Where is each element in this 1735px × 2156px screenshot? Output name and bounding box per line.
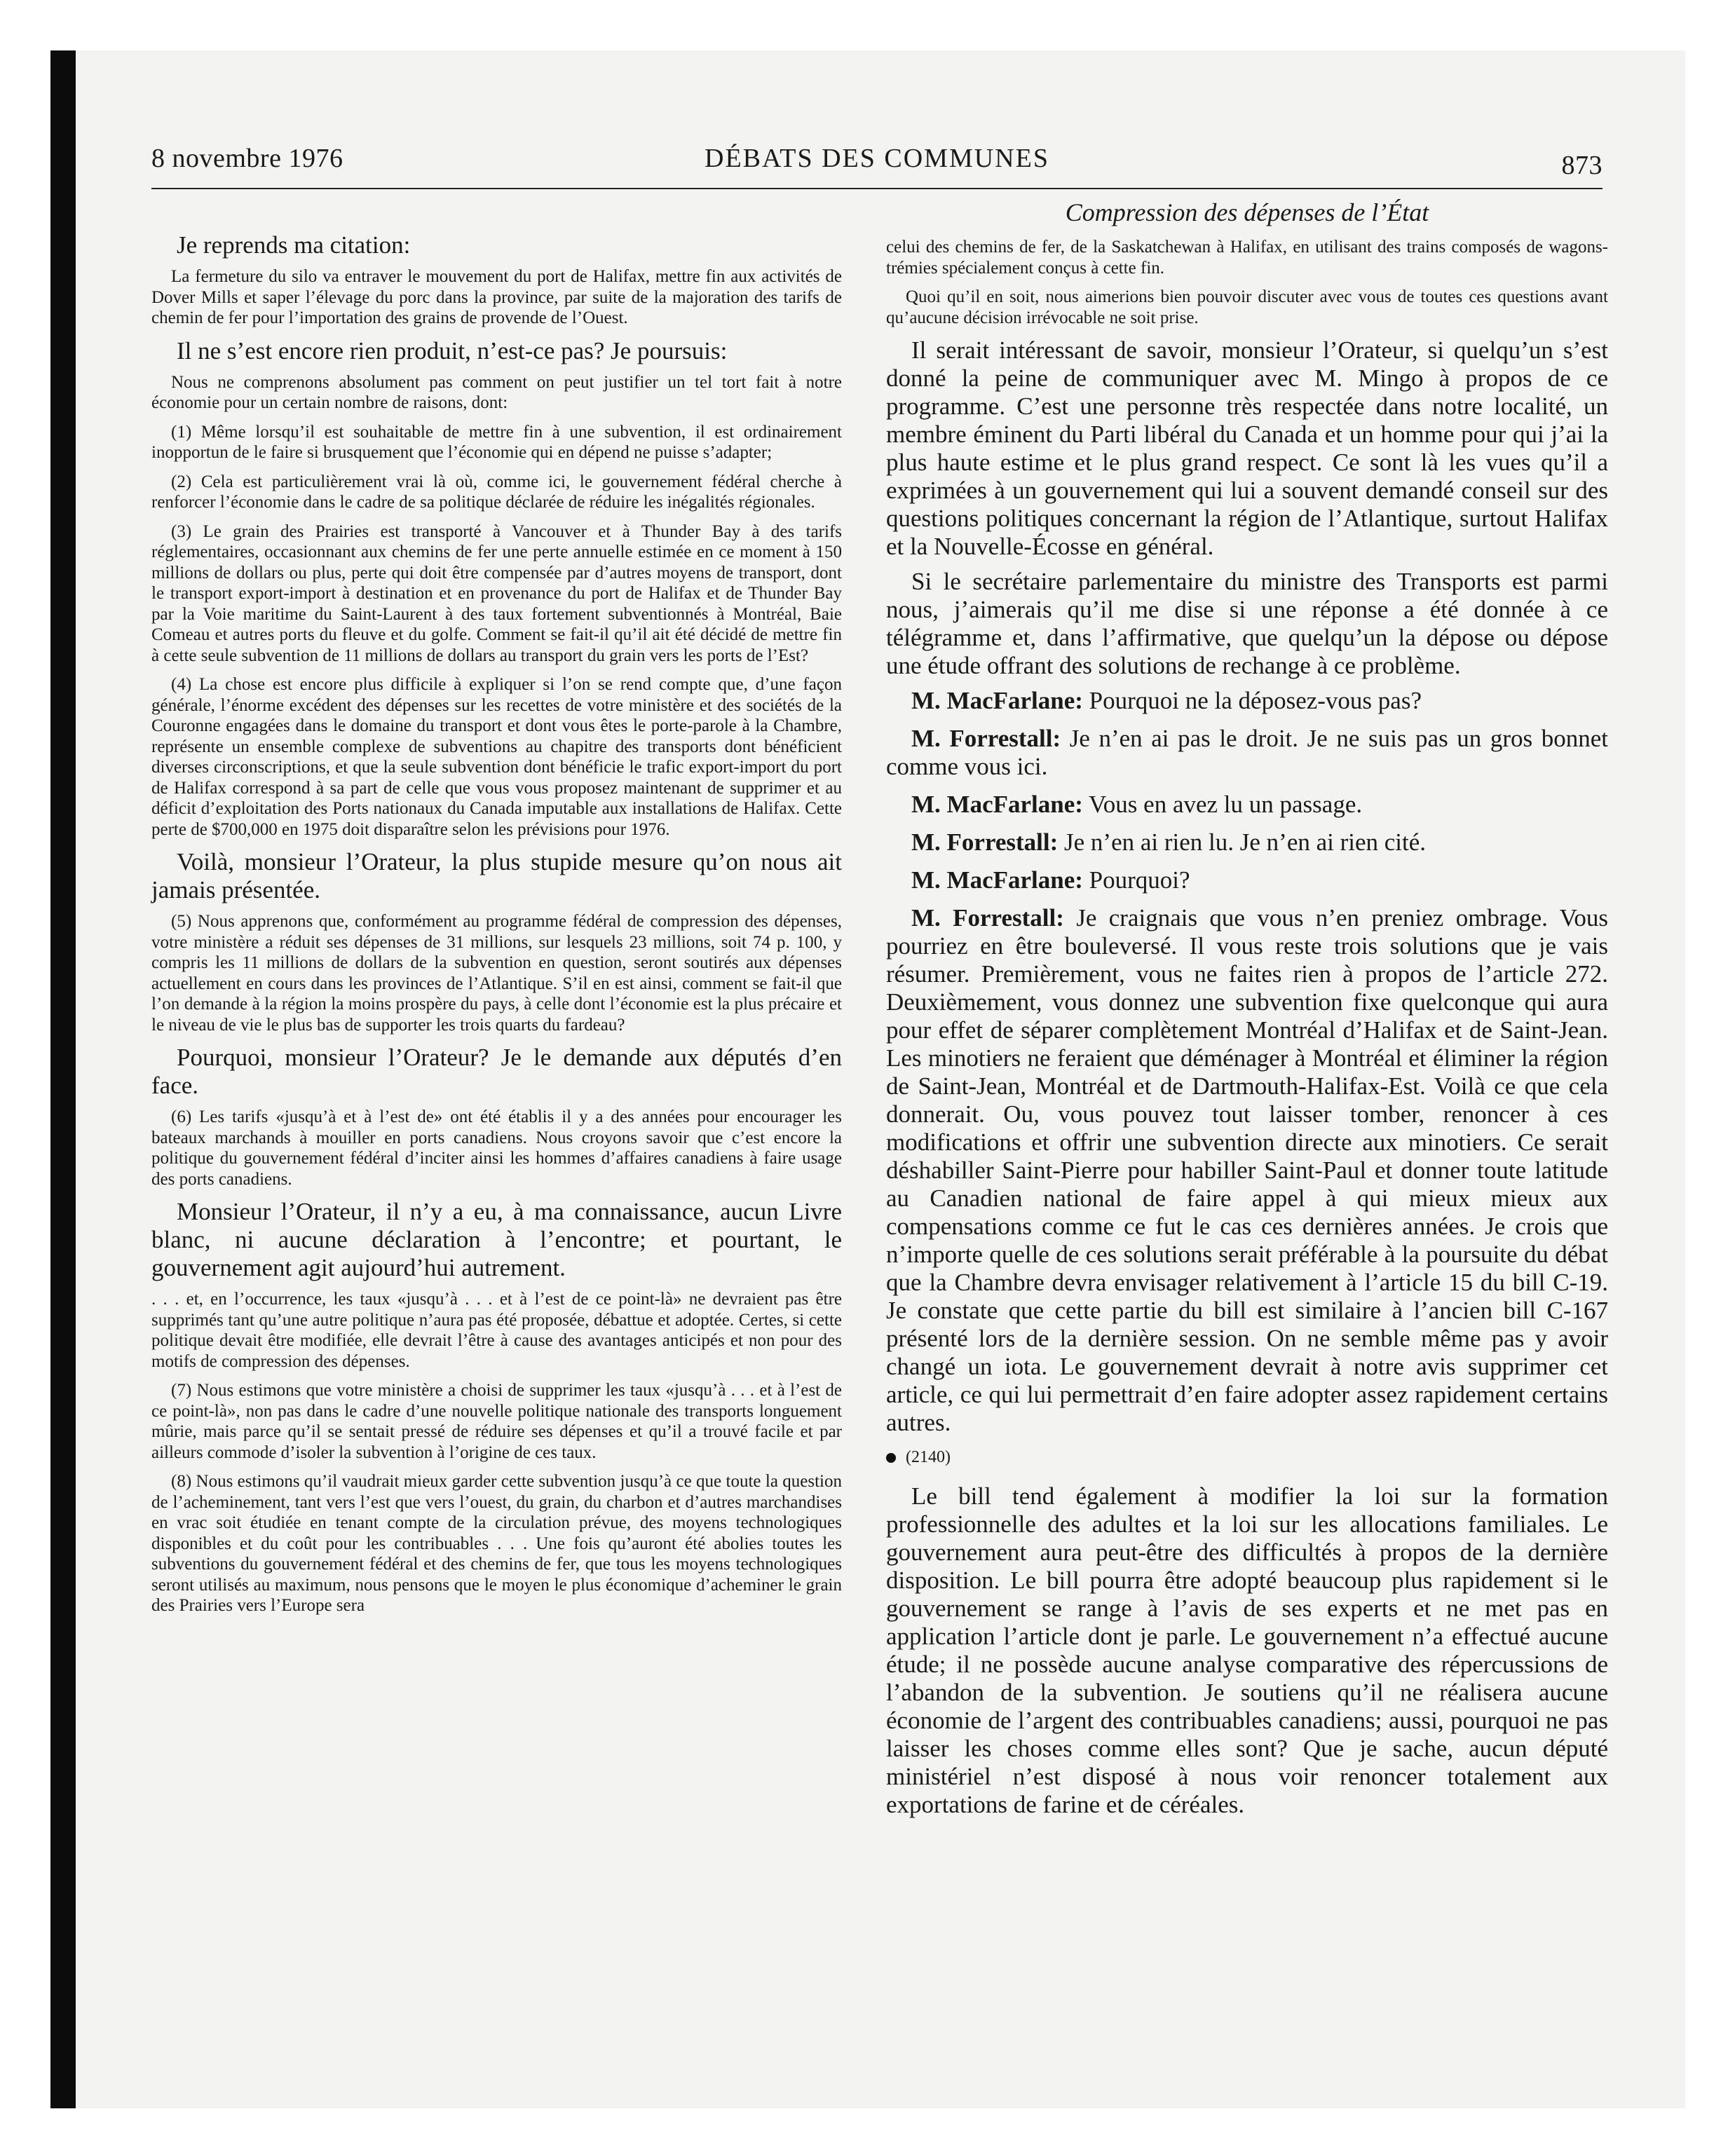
- speaker-turn: [886, 866, 1608, 894]
- speaker-turn: [886, 725, 1608, 781]
- speaker-name: M. MacFarlane:: [911, 866, 1083, 894]
- speech-paragraph: Il serait intéressant de savoir, monsieur l’Orateur, si quelqu’un s’est donné la peine de communiquer avec M. Mingo à propos de ce programme. C’est une personne très respectée dans notre localité, un membre éminent du Parti libéral du Canada et un homme pour qui j’ai la plus haute estime et le plus grand respect. Ce sont là les vues qu’il a exprimées à un gouvernement qui lui a souvent demandé conseil sur des questions politiques concernant la région de l’Atlantique, surtout Halifax et la Nouvelle-Écosse en général.: [886, 336, 1608, 560]
- right-column: [886, 198, 1609, 1826]
- speech-paragraph: Si le secrétaire parlementaire du ministre des Transports est parmi nous, j’aimerais qu’il me dise si une réponse a été donnée à ce télégramme et, dans l’affirmative, que quelqu’un la dépose ou dépose une étude offrant des solutions de rechange à ce problème.: [886, 568, 1608, 679]
- quoted-paragraph: Nous ne comprenons absolument pas comment on peut justifier un tel tort fait à notre économie pour un certain nombre de raisons, dont:: [151, 372, 842, 412]
- time-marker-text: (2140): [906, 1448, 951, 1466]
- quoted-paragraph: (4) La chose est encore plus difficile à expliquer si l’on se rend compte que, d’une façon générale, l’énorme excédent des dépenses sur les recettes de votre ministère et des sociétés de la Couronne engagées dans le domaine du transport et dont vous êtes le porte-parole à la Chambre, représente un ensemble complexe de subventions au chapitre des transports dont bénéficient diverses circonscriptions, et que la seule subvention dont bénéficie le trafic export-import du port de Halifax correspond à sa part de celle que vous vous proposez maintenant de supprimer et au déficit d’exploitation des Ports nationaux du Canada imputable aux installations de Halifax. Cette perte de $700,000 en 1975 doit disparaître selon les prévisions pour 1976.: [151, 675, 842, 839]
- speaker-name: M. MacFarlane:: [911, 687, 1083, 714]
- header-title: DÉBATS DES COMMUNES: [705, 144, 1049, 173]
- quoted-paragraph: Quoi qu’il en soit, nous aimerions bien pouvoir discuter avec vous de toutes ces questions avant qu’aucune décision irrévocable ne soit prise.: [886, 287, 1608, 327]
- speech-paragraph: Le bill tend également à modifier la loi sur la formation professionnelle des adultes et la loi sur les allocations familiales. Le gouvernement aura peut-être des difficultés à propos de la dernière disposition. Le bill pourra être adopté beaucoup plus rapidement si le gouvernement se range à l’avis de ses experts et ne met pas en application l’article dont je parle. Le gouvernement n’a effectué aucune étude; il ne possède aucune analyse comparative des répercussions de l’abandon de la subvention. Je soutiens qu’il ne réalisera aucune économie de l’argent des contribuables canadiens; aussi, pourquoi ne pas laisser les choses comme elles sont? Que je sache, aucun député ministériel n’est disposé à nous voir renoncer totalement aux exportations de farine et de céréales.: [886, 1482, 1608, 1818]
- speaker-turn: [886, 828, 1608, 857]
- quoted-paragraph: (7) Nous estimons que votre ministère a choisi de supprimer les taux «jusqu’à . . . et à l’est de ce point-là», non pas dans le cadre d’une nouvelle politique nationale des transports longuement mûrie, mais parce qu’il se sentait pressé de réduire ses dépenses et qu’il a trouvé facile et par ailleurs commode d’isoler la subvention à l’origine de ces taux.: [151, 1381, 842, 1462]
- quoted-paragraph: . . . et, en l’occurrence, les taux «jusqu’à . . . et à l’est de ce point-là» ne devraient pas être supprimés tant qu’une autre politique n’aura pas été proposée, débattue et adoptée. Certes, si cette politique devait être modifiée, elle devrait l’être à cause des avantages anticipés et non pour des motifs de compression des dépenses.: [151, 1290, 842, 1371]
- speaker-name: M. MacFarlane:: [911, 791, 1083, 818]
- speaker-text: Vous en avez lu un passage.: [1082, 791, 1363, 818]
- speaker-name: M. Forrestall:: [911, 904, 1064, 932]
- speaker-turn: [886, 791, 1608, 819]
- quoted-paragraph: (1) Même lorsqu’il est souhaitable de mettre fin à une subvention, il est ordinairement inopportun de le faire si brusquement que l’économie qui en dépend ne puisse s’adapter;: [151, 422, 842, 462]
- time-marker: [886, 1448, 1608, 1467]
- quoted-paragraph: celui des chemins de fer, de la Saskatchewan à Halifax, en utilisant des trains composés de wagons-trémies spécialement conçus à cette fin.: [886, 238, 1608, 278]
- running-heading: Compression des dépenses de l’État: [1065, 198, 1429, 226]
- header-rule: [151, 188, 1603, 189]
- quoted-paragraph: (8) Nous estimons qu’il vaudrait mieux garder cette subvention jusqu’à ce que toute la question de l’acheminement, tant vers l’est que vers l’ouest, du grain, du charbon et d’autres marchandises en vrac soit étudiée en tenant compte de la circulation prévue, des moyens technologiques disponibles et du coût pour les contribuables . . . Une fois qu’auront été abolies toutes les subventions du gouvernement fédéral et des chemins de fer, que tous les moyens technologiques seront utilisés au maximum, nous pensons que le moyen le plus économique d’acheminer le grain des Prairies vers l’Europe sera: [151, 1472, 842, 1615]
- quoted-paragraph: La fermeture du silo va entraver le mouvement du port de Halifax, mettre fin aux activités de Dover Mills et saper l’élevage du porc dans la province, par suite de la majoration des tarifs de chemin de fer pour l’importation des grains de provende de l’Ouest.: [151, 267, 842, 327]
- quoted-paragraph: (6) Les tarifs «jusqu’à et à l’est de» ont été établis il y a des années pour encourager les bateaux marchands à mouiller en ports canadiens. Nous croyons savoir que c’est encore la politique du gouvernement fédéral d’inciter ainsi les hommes d’affaires canadiens à faire usage des ports canadiens.: [151, 1107, 842, 1189]
- speaker-text: Pourquoi ne la déposez-vous pas?: [1082, 687, 1422, 714]
- speech-paragraph: Monsieur l’Orateur, il n’y a eu, à ma connaissance, aucun Livre blanc, ni aucune déclaration à l’encontre; et pourtant, le gouvernement agit aujourd’hui autrement.: [151, 1198, 842, 1281]
- speaker-text: Je n’en ai rien lu. Je n’en ai rien cité.: [1058, 828, 1427, 856]
- speaker-turn: [886, 687, 1608, 715]
- speech-paragraph: Voilà, monsieur l’Orateur, la plus stupide mesure qu’on nous ait jamais présentée.: [151, 848, 842, 903]
- speaker-text: Je n’en ai pas le droit. Je ne suis pas un gros bonnet comme vous ici.: [886, 725, 1609, 780]
- bullet-icon: [886, 1453, 896, 1463]
- page-number: 873: [1561, 151, 1603, 180]
- quoted-paragraph: (5) Nous apprenons que, conformément au programme fédéral de compression des dépenses, votre ministère a réduit ses dépenses de 31 millions, sur lesquels 23 millions, soit 74 p. 100, y compris les 11 millions de dollars de la subvention en question, seront soutirés aux dépenses actuellement en cours dans les provinces de l’Atlantique. S’il en est ainsi, comment se fait-il que l’on demande à la région la moins prospère du pays, à celle dont l’économie est la plus précaire et le niveau de vie le plus bas de supporter les trois quarts du fardeau?: [151, 912, 842, 1035]
- left-column: [151, 231, 842, 1625]
- speaker-name: M. Forrestall:: [911, 828, 1059, 856]
- speech-paragraph: Il ne s’est encore rien produit, n’est-ce pas? Je poursuis:: [177, 336, 728, 364]
- speaker-name: M. Forrestall:: [911, 725, 1061, 752]
- speech-paragraph: Pourquoi, monsieur l’Orateur? Je le demande aux députés d’en face.: [151, 1044, 842, 1099]
- speaker-text: Je craignais que vous n’en preniez ombrage. Vous pourriez en être bouleversé. Il vous reste trois solutions que je vais résumer. Premièrement, vous ne faites rien à propos de l’article 272. Deuxièmement, vous donnez une subvention fixe quelconque qui aura pour effet de séparer complètement Montréal d’Halifax et de Saint-Jean. Les minotiers ne feraient que déménager à Montréal et éliminer la région de Saint-Jean, Montréal et de Dartmouth-Halifax-Est. Voilà ce que cela donnerait. Ou, vous pouvez tout laisser tomber, renoncer à ces modifications et offrir une subvention directe aux minotiers. Ce serait déshabiller Saint-Pierre pour habiller Saint-Paul et donner toute latitude au Canadien national de faire appel à qui mieux mieux aux compensations comme ce fut le cas ces dernières années. Je crois que n’importe quelle de ces solutions serait préférable à la poursuite du débat que la Chambre devra envisager relativement à l’article 15 du bill C-19. Je constate que cette partie du bill est similaire à l’ancien bill C-167 présenté lors de la dernière session. On ne semble même pas y avoir changé un iota. Le gouvernement devrait à notre avis supprimer cet article, ce qui lui permettrait d’en faire adopter assez rapidement certains autres.: [886, 904, 1608, 1436]
- header-date: 8 novembre 1976: [151, 144, 343, 173]
- quoted-paragraph: (2) Cela est particulièrement vrai là où, comme ici, le gouvernement fédéral cherche à renforcer l’économie dans le cadre de sa politique déclarée de réduire les inégalités régionales.: [151, 472, 842, 512]
- speaker-text: Pourquoi?: [1082, 866, 1190, 894]
- page-header: [151, 137, 1603, 186]
- speaker-turn: [886, 904, 1608, 1437]
- speech-paragraph: Je reprends ma citation:: [177, 231, 411, 259]
- binding-edge: [50, 50, 76, 2108]
- quoted-paragraph: (3) Le grain des Prairies est transporté à Vancouver et à Thunder Bay à des tarifs réglementaires, occasionnant aux chemins de fer une perte annuelle estimée en ce moment à 150 millions de dollars ou plus, perte qui doit être compensée par d’autres moyens de transport, dont le transport export-import à destination et en provenance du port de Halifax et de Thunder Bay par la Voie maritime du Saint-Laurent à des taux fortement subventionnés à Montréal, Baie Comeau et autres ports du fleuve et du golfe. Comment se fait-il qu’il ait été décidé de mettre fin à cette seule subvention de 11 millions de dollars au transport du grain vers les ports de l’Est?: [151, 521, 842, 665]
